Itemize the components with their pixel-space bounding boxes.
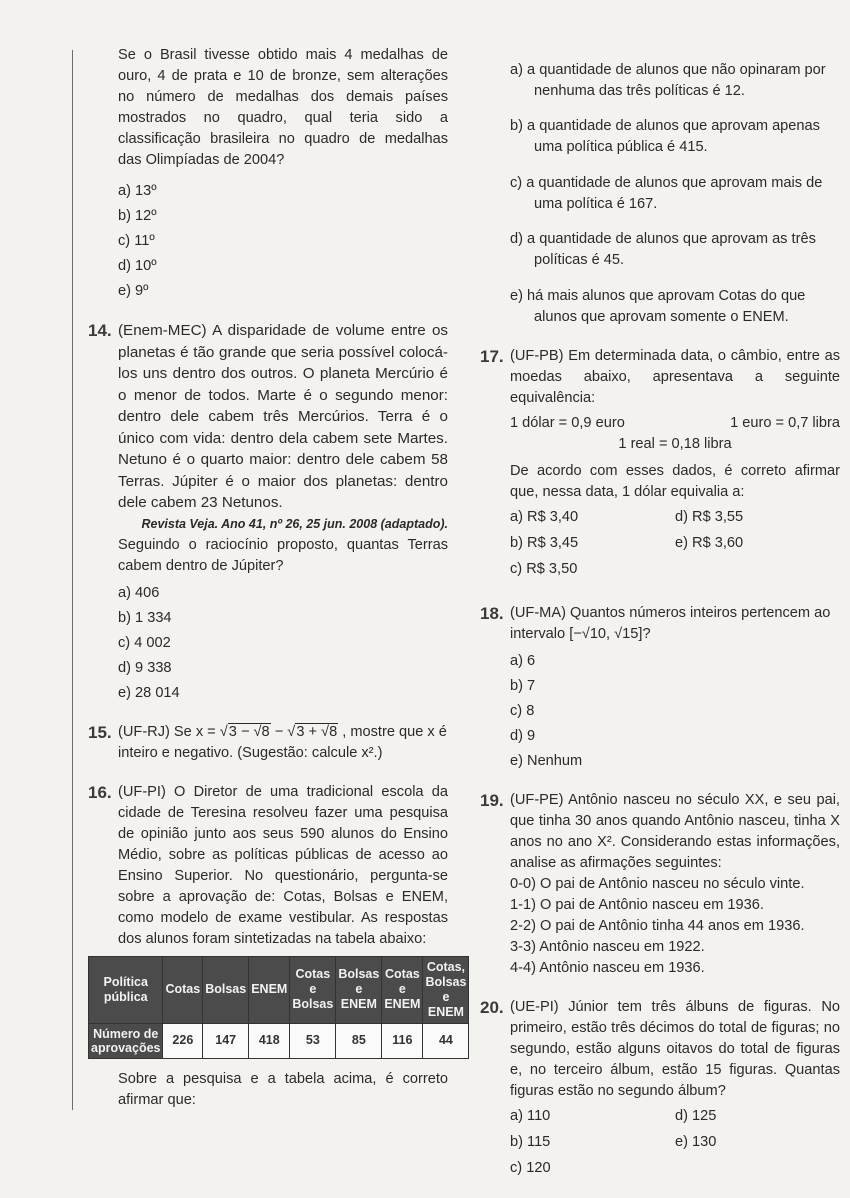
option: c) a quantidade de alunos que aprovam mais de uma política é 167. — [510, 174, 823, 212]
option: d) 9 338 — [118, 659, 172, 676]
statement: 0-0) O pai de Antônio nasceu no século vinte. — [510, 875, 805, 892]
option: d) 10º — [118, 258, 157, 274]
source-citation: Revista Veja. Ano 41, nº 26, 25 jun. 2008 (adaptado). — [141, 516, 448, 531]
q13-options — [88, 181, 448, 302]
option: a) a quantidade de alunos que não opinaram por nenhuma das três políticas é 12. — [510, 61, 826, 99]
table-cell: 226 — [163, 1023, 203, 1058]
table-row-label: Número de aprovações — [89, 1023, 163, 1058]
text-post: , mostre que x é inteiro e negativo. (Sugestão: calcule x².) — [118, 723, 447, 761]
option: d) a quantidade de alunos que aprovam as três políticas é 45. — [510, 231, 816, 269]
q13-intro: Se o Brasil tivesse obtido mais 4 medalhas de ouro, 4 de prata e 10 de bronze, sem alterações no número de medalhas dos demais países mostrados no quadro, qual teria sido a classificação brasileira no quadro de medalhas das Olimpíadas de 2004? — [118, 47, 448, 168]
table-header: Bolsas e ENEM — [336, 956, 382, 1023]
question-number: 15. — [88, 722, 112, 742]
question-number: 19. — [480, 790, 504, 810]
radical-2: 3 + √8 — [296, 723, 338, 740]
option: a) 110 — [510, 1107, 551, 1124]
option: b) 7 — [510, 677, 536, 694]
option: c) 4 002 — [118, 634, 171, 651]
statement: 2-2) O pai de Antônio tinha 44 anos em 1936. — [510, 917, 805, 934]
option: d) 125 — [675, 1107, 717, 1124]
table-header: Cotas e Bolsas — [290, 956, 336, 1023]
survey-table — [88, 956, 469, 1059]
question-20 — [480, 997, 840, 1184]
option: a) 6 — [510, 652, 536, 669]
question-16 — [88, 782, 448, 950]
option: b) a quantidade de alunos que aprovam apenas uma política pública é 415. — [510, 118, 820, 156]
table-header: Política pública — [89, 956, 163, 1023]
table-header: ENEM — [249, 956, 290, 1023]
option: a) 406 — [118, 584, 160, 601]
table-cell: 53 — [290, 1023, 336, 1058]
question-text: (UF-PE) Antônio nasceu no século XX, e seu pai, que tinha 30 anos quando Antônio nasceu, tinha X anos no ano X². Considerando estas informações, analise as afirmações seguintes: — [510, 791, 840, 871]
question-prompt: Seguindo o raciocínio proposto, quantas Terras cabem dentro de Júpiter? — [118, 536, 448, 574]
question-text: (UF-RJ) Se x = √3 − √8 − √3 + √8 , mostre que x é inteiro e negativo. (Sugestão: calcule x².) — [118, 723, 447, 761]
option: c) 8 — [510, 702, 535, 719]
left-column — [88, 45, 467, 1121]
q14-options — [118, 583, 448, 704]
table-cell: 85 — [336, 1023, 382, 1058]
question-text: (Enem-MEC) A disparidade de volume entre os planetas é tão grande que seria possível colocá-los uns dentro dos outros. O planeta Mercúrio é o menor de todos. Marte é o segundo menor: dentro dele cabem três Mercúrios. Terra é o único com vida: dentro dela cabem sete Martes. Netuno é o quarto maior: dentro dele cabem 58 Terras. Júpiter é o maior dos planetas: dentro dele cabem 23 Netunos. — [118, 322, 448, 511]
question-text-main: (UF-MA) Quantos números inteiros pertencem ao intervalo — [510, 604, 831, 642]
question-19 — [480, 790, 840, 979]
option: b) 12º — [118, 208, 157, 224]
question-18 — [480, 603, 840, 772]
table-header: Cotas e ENEM — [382, 956, 423, 1023]
interval: [−√10, √15]? — [569, 625, 651, 642]
q17-options — [510, 507, 840, 585]
option: b) 115 — [510, 1133, 551, 1150]
question-text — [510, 603, 840, 645]
option: d) 9 — [510, 727, 536, 744]
option: e) R$ 3,60 — [675, 534, 744, 551]
q18-options — [510, 651, 840, 772]
equivalence: 1 real = 0,18 libra — [618, 435, 732, 452]
table-row — [89, 1023, 469, 1058]
text-pre: (UF-RJ) Se x = — [118, 723, 220, 740]
option: e) 130 — [675, 1133, 717, 1150]
table-header: Cotas — [163, 956, 203, 1023]
statement: 1-1) O pai de Antônio nasceu em 1936. — [510, 896, 764, 913]
question-number: 18. — [480, 603, 504, 623]
option: e) há mais alunos que aprovam Cotas do que alunos que aprovam somente o ENEM. — [510, 287, 806, 325]
table-header-row — [89, 956, 469, 1023]
table-cell: 418 — [249, 1023, 290, 1058]
option: c) R$ 3,50 — [510, 560, 578, 577]
column-divider — [72, 50, 73, 1110]
question-number: 16. — [88, 782, 112, 802]
question-15 — [88, 722, 448, 764]
option: e) 28 014 — [118, 684, 180, 701]
table-header: Bolsas — [203, 956, 249, 1023]
question-14 — [88, 320, 448, 704]
option: b) R$ 3,45 — [510, 534, 579, 551]
question-prompt: De acordo com esses dados, é correto afirmar que, nessa data, 1 dólar equivalia a: — [510, 462, 840, 500]
option: e) Nenhum — [510, 752, 583, 769]
equivalence: 1 euro = 0,7 libra — [730, 414, 840, 431]
statement: 3-3) Antônio nasceu em 1922. — [510, 938, 705, 955]
question-17 — [480, 346, 840, 585]
table-header: Cotas, Bolsas e ENEM — [423, 956, 469, 1023]
question-text: (UE-PI) Júnior tem três álbuns de figuras. No primeiro, estão três décimos do total de figuras; no segundo, estão alguns oitavos do total de figuras e, no terceiro álbum, estão 15 figuras. Quantas figuras estão no segundo álbum? — [510, 998, 840, 1099]
option: e) 9º — [118, 283, 149, 299]
question-text: (UF-PB) Em determinada data, o câmbio, entre as moedas abaixo, apresentava a seguinte equivalência: — [510, 347, 840, 406]
statement: 4-4) Antônio nasceu em 1936. — [510, 959, 705, 976]
question-number: 14. — [88, 321, 112, 340]
option: a) R$ 3,40 — [510, 508, 579, 525]
question-number: 20. — [480, 997, 504, 1017]
q16-options — [480, 60, 840, 328]
radical-1: 3 − √8 — [228, 723, 270, 740]
right-column — [480, 45, 840, 1198]
equivalence-line — [510, 413, 840, 434]
table-cell: 44 — [423, 1023, 469, 1058]
question-number: 17. — [480, 346, 504, 366]
text-minus: − — [270, 723, 288, 740]
question-text: (UF-PI) O Diretor de uma tradicional escola da cidade de Teresina resolveu fazer uma pesquisa de opinião junto aos seus 590 alunos do Ensino Médio, sobre as políticas públicas de acesso ao Ensino Superior. No questionário, pergunta-se sobre a aprovação de: Cotas, Bolsas e ENEM, como modelo de exame vestibular. As respostas dos alunos foram sintetizadas na tabela abaixo: — [118, 783, 448, 947]
equivalence: 1 dólar = 0,9 euro — [510, 414, 625, 431]
option: c) 120 — [510, 1159, 551, 1176]
option: a) 13º — [118, 183, 157, 199]
q20-options — [510, 1106, 840, 1184]
option: c) 11º — [118, 233, 155, 249]
q16-after-text: Sobre a pesquisa e a tabela acima, é correto afirmar que: — [118, 1070, 448, 1108]
option: b) 1 334 — [118, 609, 172, 626]
table-cell: 147 — [203, 1023, 249, 1058]
option: d) R$ 3,55 — [675, 508, 744, 525]
table-cell: 116 — [382, 1023, 423, 1058]
